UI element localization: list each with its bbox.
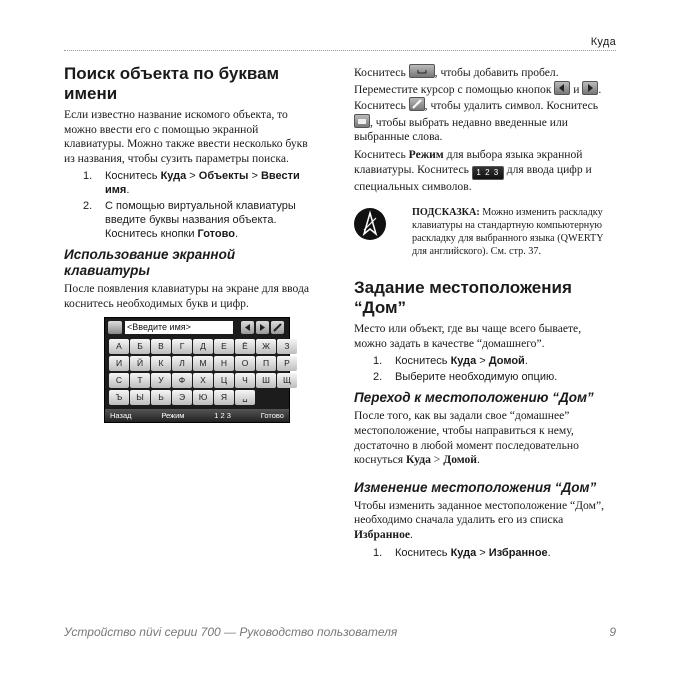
subsection-title-onscreen-keyboard: Использование экранной клавиатуры [64, 247, 236, 279]
delete-icon [409, 97, 425, 111]
keyboard-key: Ч [235, 373, 255, 388]
home-intro-paragraph: Место или объект, где вы чаще всего бываете, можно задать в качестве “домашнего”. [354, 322, 582, 350]
keyboard-key: К [151, 356, 171, 371]
keyboard-keys [109, 339, 297, 407]
keyboard-key: ␣ [235, 390, 255, 405]
keyboard-row [109, 373, 297, 388]
keyboard-bottom-button: 1 2 3 [214, 410, 231, 420]
recent-words-folder-icon [354, 114, 370, 128]
keyboard-key: Ь [151, 390, 171, 405]
keyboard-key: Х [193, 373, 213, 388]
keyboard-key: Э [172, 390, 192, 405]
home-steps [354, 354, 616, 384]
keyboard-key: Л [172, 356, 192, 371]
keyboard-key: Б [130, 339, 150, 354]
keyboard-key: Ж [256, 339, 276, 354]
keyboard-key: Ъ [109, 390, 129, 405]
keyboard-controls-paragraph: Коснитесь , чтобы добавить пробел. Переместите курсор с помощью кнопок и . Коснитесь , чтобы удалить символ. Коснитесь , чтобы выбрать недавно введенные или выбранные слова. [354, 66, 602, 144]
keyboard-row [109, 390, 297, 405]
list-item: 1. Коснитесь Куда > Избранное. [373, 546, 551, 559]
cursor-right-icon [256, 321, 269, 334]
keyboard-key: Ш [256, 373, 276, 388]
keyboard-key: И [109, 356, 129, 371]
page-footer [64, 625, 616, 641]
keyboard-key: Е [214, 339, 234, 354]
keyboard-key: Д [193, 339, 213, 354]
keyboard-bottom-button: Режим [161, 410, 185, 420]
intro-paragraph: Если известно название искомого объекта, то можно ввести его с помощью экранной клавиатуры. Можно также ввести несколько букв из названия, чтобы сузить параметры поиска. [64, 108, 308, 165]
mode-paragraph: Коснитесь Режим для выбора языка экранной клавиатуры. Коснитесь 1 2 3 для ввода цифр и специальных символов. [354, 147, 592, 193]
delete-icon [271, 321, 284, 334]
keyboard-key: О [235, 356, 255, 371]
keyboard-key: М [193, 356, 213, 371]
numeric-mode-button: 1 2 3 [472, 166, 504, 180]
keyboard-row [109, 356, 297, 371]
keyboard-key: Н [214, 356, 234, 371]
go-home-paragraph: После того, как вы задали свое “домашнее” местоположение, чтобы направиться к нему, достаточно в любой момент последовательно коснуться Куда > Домой. [354, 409, 579, 467]
keyboard-key: Т [130, 373, 150, 388]
folder-icon [108, 321, 122, 334]
cursor-left-icon [554, 81, 570, 95]
section-title-search-by-name: Поиск объекта по буквам имени [64, 64, 280, 103]
keyboard-key: П [256, 356, 276, 371]
keyboard-key: Ё [235, 339, 255, 354]
keyboard-key: З [277, 339, 297, 354]
keyboard-key: Й [130, 356, 150, 371]
keyboard-key: Ю [193, 390, 213, 405]
cursor-right-icon [582, 81, 598, 95]
header-divider [64, 50, 616, 51]
keyboard-key: Ы [130, 390, 150, 405]
change-home-steps [354, 546, 616, 560]
keyboard-key: Ф [172, 373, 192, 388]
keyboard-paragraph: После появления клавиатуры на экране для ввода коснитесь необходимых букв и цифр. [64, 282, 310, 310]
keyboard-bottom-bar [105, 409, 289, 422]
keyboard-key: С [109, 373, 129, 388]
list-item: 1. Коснитесь Куда > Домой. [373, 355, 528, 368]
right-column [354, 60, 616, 563]
page-header [0, 36, 680, 52]
header-title: Куда [590, 36, 616, 48]
compass-tip-icon [354, 208, 386, 240]
page-number: 9 [609, 625, 616, 639]
keyboard-bottom-button: Назад [110, 410, 132, 420]
keyboard-key: Щ [277, 373, 297, 388]
space-key-icon [409, 64, 435, 78]
cursor-left-icon [241, 321, 254, 334]
footer-title: Устройство nüvi серии 700 — Руководство пользователя [64, 625, 398, 639]
keyboard-screenshot [104, 317, 290, 423]
tip-text: ПОДСКАЗКА: Можно изменить раскладку клавиатуры на стандартную компьютерную раскладку для выбранного языка (QWERTY для английского). См. стр. 37. [412, 207, 604, 258]
subsection-title-change-home: Изменение местоположения “Дом” [354, 479, 597, 495]
keyboard-bottom-button: Готово [260, 410, 284, 420]
search-steps [64, 169, 316, 241]
name-input: <Введите имя> [125, 321, 233, 334]
keyboard-key: У [151, 373, 171, 388]
section-title-set-home: Задание местоположения “Дом” [354, 278, 572, 318]
keyboard-row [109, 339, 297, 354]
keyboard-key: А [109, 339, 129, 354]
list-item: 2. Выберите необходимую опцию. [373, 371, 558, 384]
keyboard-key: Ц [214, 373, 234, 388]
list-item: 1. Коснитесь Куда > Объекты > Ввести имя. [83, 170, 300, 197]
subsection-title-go-home: Переход к местоположению “Дом” [354, 390, 594, 406]
keyboard-key: Я [214, 390, 234, 405]
keyboard-key: Р [277, 356, 297, 371]
tip-box [354, 206, 616, 266]
left-column [64, 60, 316, 423]
keyboard-key: В [151, 339, 171, 354]
change-home-paragraph: Чтобы изменить заданное местоположение “Дом”, необходимо сначала удалить его из списка Избранное. [354, 498, 604, 541]
list-item: 2. С помощью виртуальной клавиатуры введите буквы названия объекта. Коснитесь кнопки Готово. [83, 200, 296, 241]
keyboard-key: Г [172, 339, 192, 354]
